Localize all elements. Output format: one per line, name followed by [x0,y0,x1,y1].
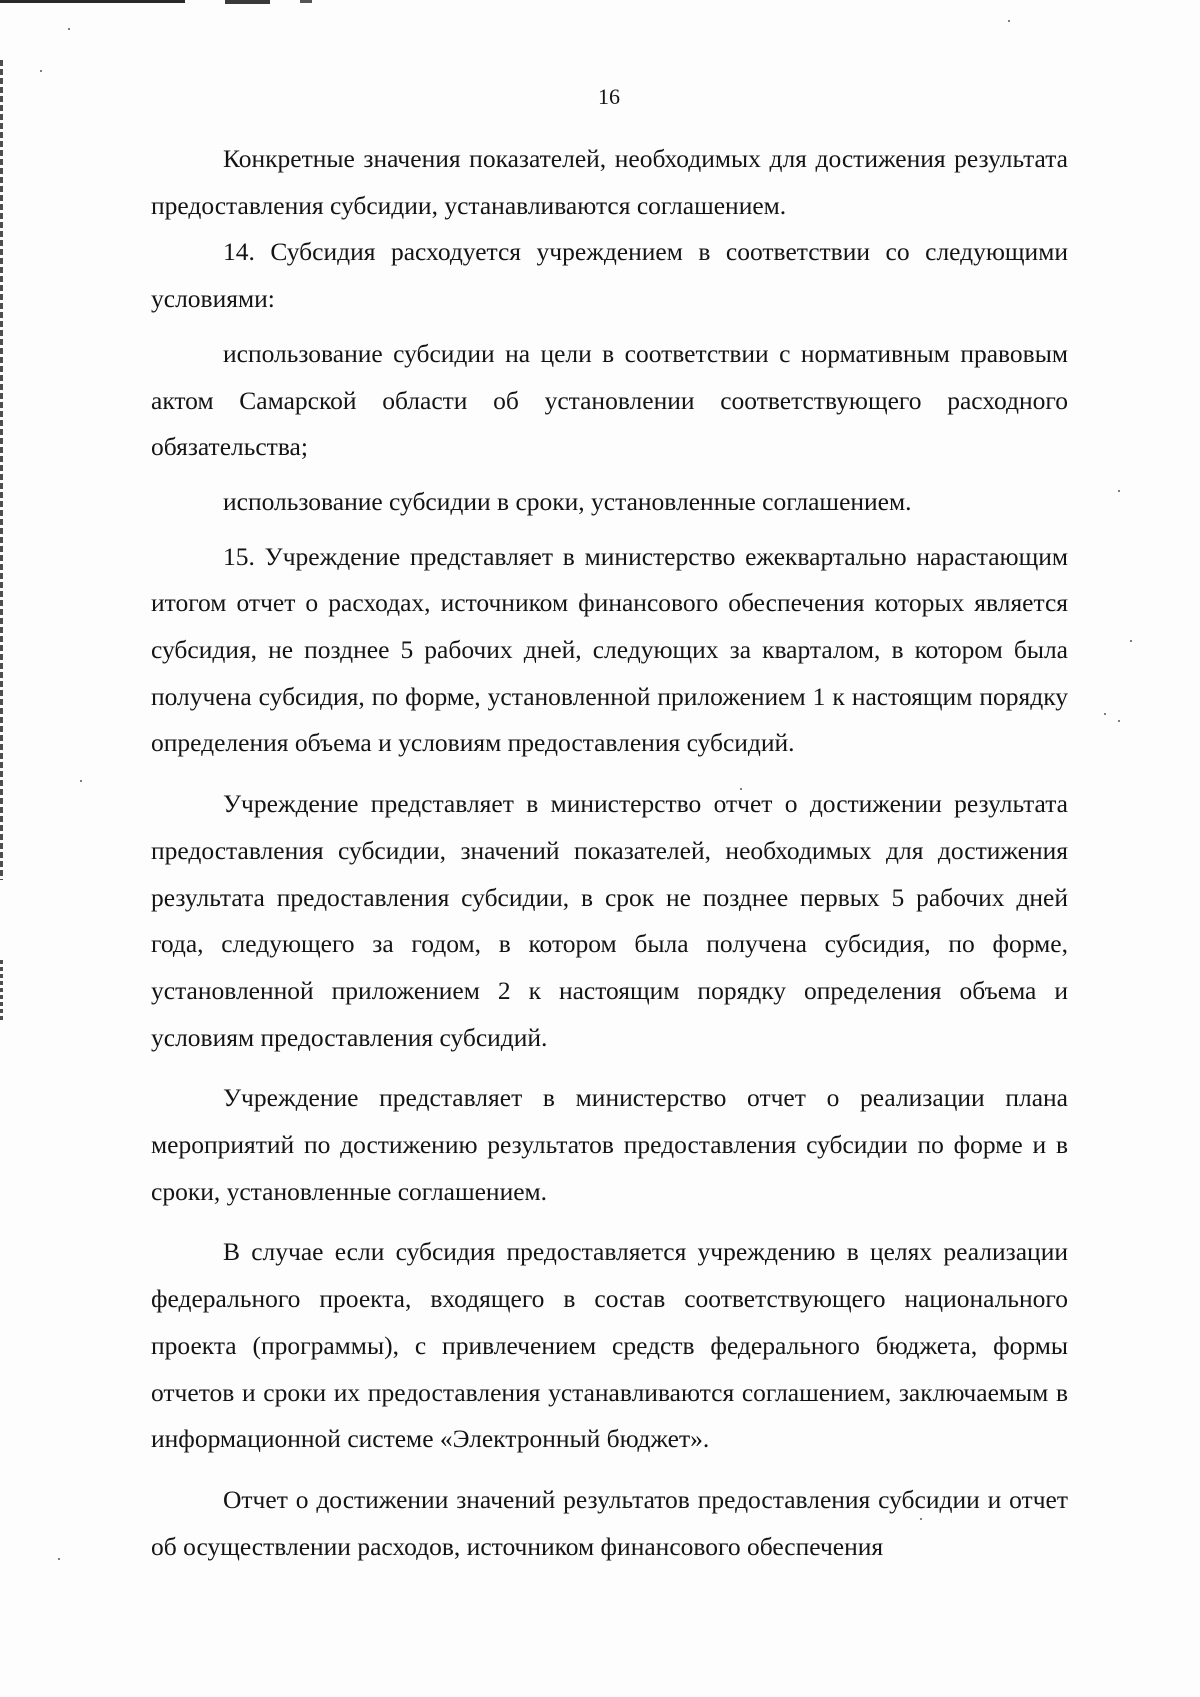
paragraph: 15. Учреждение представляет в министерство ежеквартально нарастающим итогом отчет о расходах, источником финансового обеспечения которых является субсидия, не позднее 5 рабочих дней, следующих за кварталом, в котором была получена субсидия, по форме, установленной приложением 1 к настоящим порядку определения объема и условиям предоставления субсидий. [151,541,1068,758]
scan-speck [40,70,42,72]
page-number: 16 [598,84,620,109]
scan-speck [68,28,70,30]
scan-artifact-edge [0,60,3,880]
scan-speck [1104,713,1106,715]
paragraph: Учреждение представляет в министерство отчет о реализации плана мероприятий по достижению результатов предоставления субсидии по форме и в сроки, установленные соглашением. [151,1083,1068,1206]
body-text [151,136,1068,1570]
paragraph: Отчет о достижении значений результатов предоставления субсидии и отчет об осуществлении расходов, источником финансового обеспечения [151,1484,1068,1561]
scan-speck [1118,490,1120,492]
paragraph: Конкретные значения показателей, необходимых для достижения результата предоставления субсидии, устанавливаются соглашением. [151,144,1068,220]
scan-artifact-mark [300,0,312,3]
scan-speck [1118,720,1120,722]
scan-artifact-edge [0,960,3,1020]
scan-speck [1130,640,1132,642]
scan-artifact-mark [225,0,270,4]
scan-speck [58,1558,60,1560]
scan-speck [80,780,82,782]
scan-speck [1008,20,1010,22]
paragraph: Учреждение представляет в министерство отчет о достижении результата предоставления субсидии, значений показателей, необходимых для достижения результата предоставления субсидии, в срок не позднее первых 5 рабочих дней года, следующего за годом, в котором была получена субсидия, по форме, установленной приложением 2 к настоящим порядку определения объема и условиям предоставления субсидий. [151,789,1068,1052]
paragraph: 14. Субсидия расходуется учреждением в соответствии со следующими условиями: [151,237,1068,314]
paragraph: В случае если субсидия предоставляется учреждению в целях реализации федерального проекта, входящего в состав соответствующего национального проекта (программы), с привлечением средств федерального бюджета, формы отчетов и сроки их предоставления устанавливаются соглашением, заключаемым в информационной системе «Электронный бюджет». [151,1237,1068,1454]
scan-artifact-line [0,0,185,3]
paragraph: использование субсидии в сроки, установленные соглашением. [223,486,912,516]
paragraph: использование субсидии на цели в соответствии с нормативным правовым актом Самарской области об установлении соответствующего расходного обязательства; [151,338,1068,462]
